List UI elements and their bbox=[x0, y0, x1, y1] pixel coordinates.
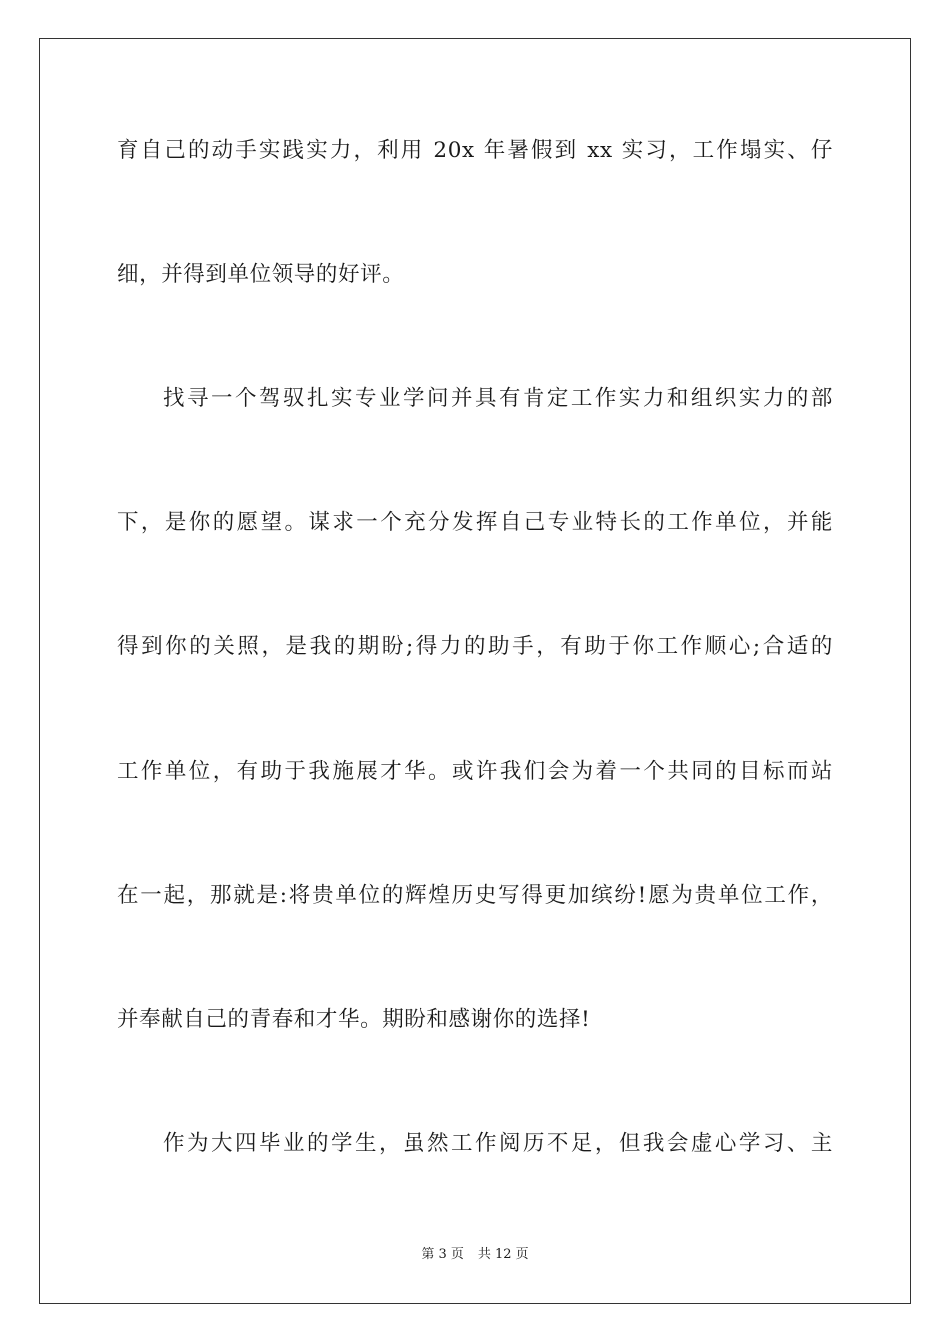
text-line: 细，并得到单位领导的好评。 bbox=[117, 262, 405, 287]
text-line: 并奉献自己的青春和才华。期盼和感谢你的选择! bbox=[117, 1007, 591, 1032]
page-number: 第 3 页 bbox=[421, 1247, 464, 1262]
paragraph-start-line: 作为大四毕业的学生，虽然工作阅历不足，但我会虚心学习、主 bbox=[163, 1131, 833, 1156]
text-line: 得到你的关照，是我的期盼;得力的助手，有助于你工作顺心;合适的 bbox=[117, 634, 833, 659]
paragraph-start-line: 找寻一个驾驭扎实专业学问并具有肯定工作实力和组织实力的部 bbox=[163, 386, 833, 411]
text-line: 育自己的动手实践实力，利用 20x 年暑假到 xx 实习，工作塌实、仔 bbox=[117, 138, 833, 163]
page-frame bbox=[39, 38, 911, 1304]
text-line: 在一起，那就是:将贵单位的辉煌历史写得更加缤纷!愿为贵单位工作， bbox=[117, 883, 833, 908]
text-line: 工作单位，有助于我施展才华。或许我们会为着一个共同的目标而站 bbox=[117, 759, 833, 784]
page-footer bbox=[0, 1246, 950, 1264]
text-line: 下，是你的愿望。谋求一个充分发挥自己专业特长的工作单位，并能 bbox=[117, 510, 833, 535]
page-total: 共 12 页 bbox=[477, 1247, 529, 1262]
